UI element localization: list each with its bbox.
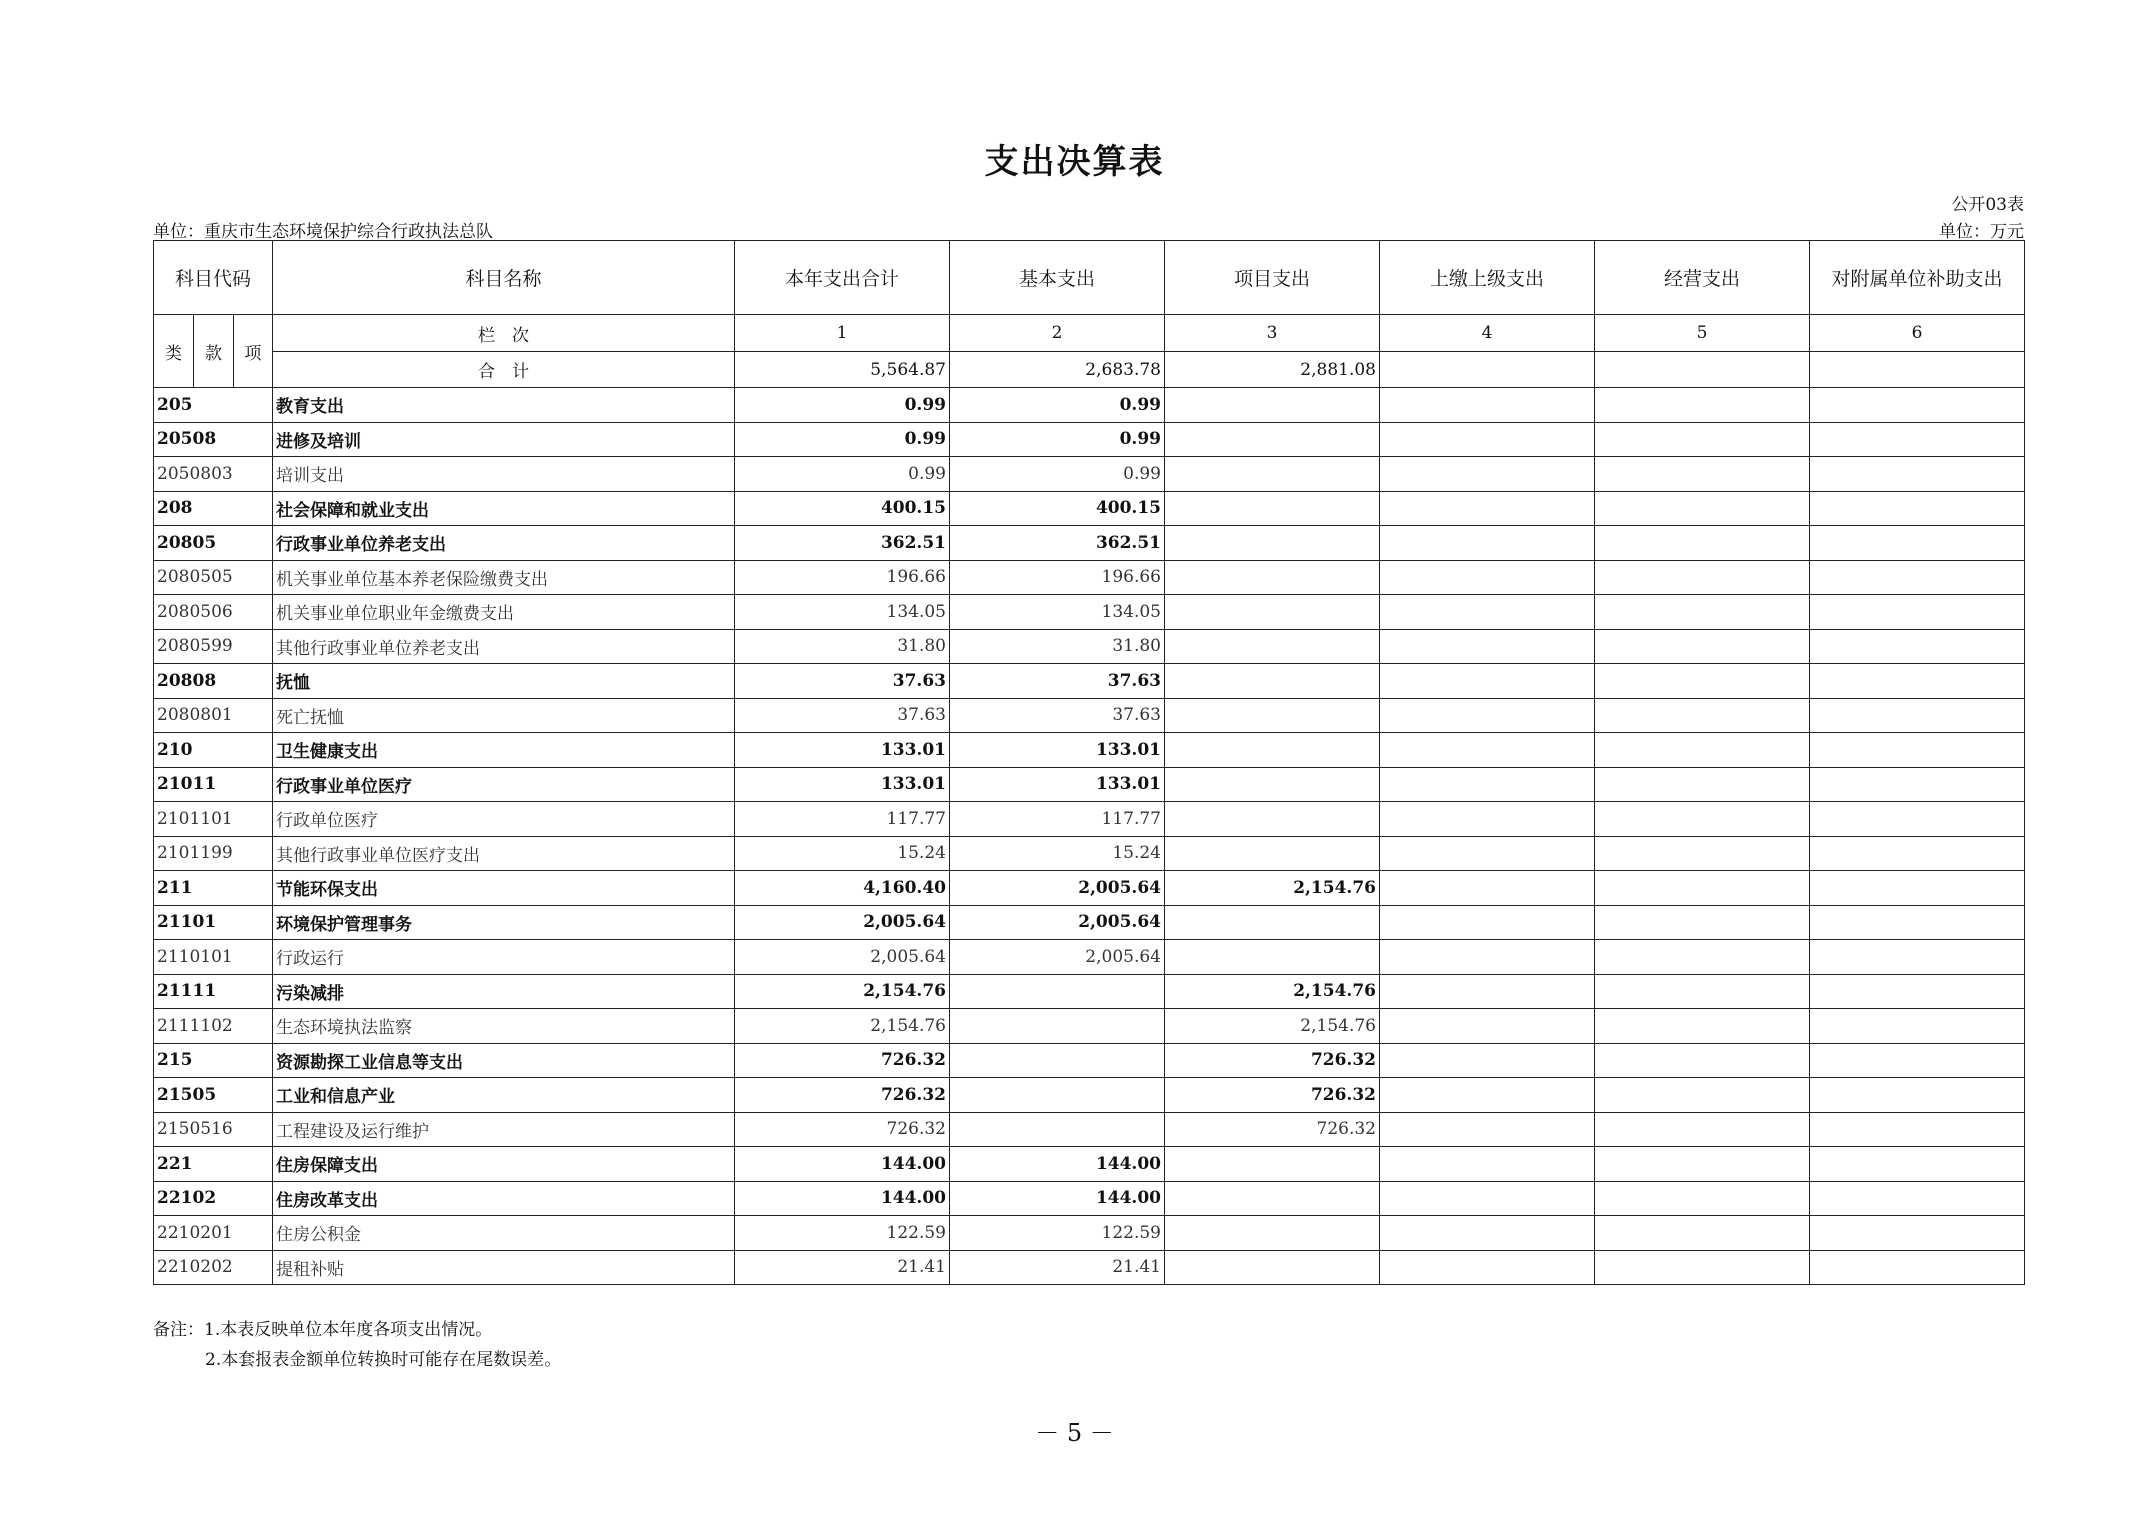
table-body bbox=[154, 388, 2025, 1285]
row-name: 死亡抚恤 bbox=[273, 698, 735, 733]
table-row bbox=[154, 905, 2025, 940]
row-operating-expenditure bbox=[1595, 664, 1810, 699]
row-operating-expenditure bbox=[1595, 560, 1810, 595]
column-number-3: 3 bbox=[1165, 315, 1380, 352]
row-basic-expenditure: 2,005.64 bbox=[950, 871, 1165, 906]
total-value-2: 2,683.78 bbox=[950, 352, 1165, 388]
row-subsidiary-subsidy bbox=[1810, 1112, 2025, 1147]
header-kuan: 款 bbox=[194, 315, 234, 388]
row-operating-expenditure bbox=[1595, 526, 1810, 561]
row-code: 2210202 bbox=[154, 1250, 273, 1285]
row-remit-superior bbox=[1380, 1043, 1595, 1078]
row-operating-expenditure bbox=[1595, 871, 1810, 906]
header-subsidiary-subsidy: 对附属单位补助支出 bbox=[1810, 241, 2025, 315]
row-code: 21101 bbox=[154, 905, 273, 940]
column-number-6: 6 bbox=[1810, 315, 2025, 352]
row-operating-expenditure bbox=[1595, 1112, 1810, 1147]
row-project-expenditure bbox=[1165, 802, 1380, 837]
header-code: 科目代码 bbox=[154, 241, 273, 315]
row-basic-expenditure: 0.99 bbox=[950, 388, 1165, 423]
table-row bbox=[154, 1147, 2025, 1182]
row-operating-expenditure bbox=[1595, 940, 1810, 975]
row-subsidiary-subsidy bbox=[1810, 422, 2025, 457]
row-code: 21505 bbox=[154, 1078, 273, 1113]
table-row bbox=[154, 629, 2025, 664]
row-operating-expenditure bbox=[1595, 802, 1810, 837]
row-subsidiary-subsidy bbox=[1810, 595, 2025, 630]
column-number-4: 4 bbox=[1380, 315, 1595, 352]
row-remit-superior bbox=[1380, 388, 1595, 423]
row-project-expenditure bbox=[1165, 526, 1380, 561]
row-remit-superior bbox=[1380, 1147, 1595, 1182]
row-project-expenditure bbox=[1165, 698, 1380, 733]
page-number: － 5 － bbox=[1035, 1419, 1114, 1447]
row-project-expenditure bbox=[1165, 422, 1380, 457]
row-name: 抚恤 bbox=[273, 664, 735, 699]
row-remit-superior bbox=[1380, 422, 1595, 457]
row-subsidiary-subsidy bbox=[1810, 457, 2025, 492]
row-remit-superior bbox=[1380, 664, 1595, 699]
row-operating-expenditure bbox=[1595, 388, 1810, 423]
table-row bbox=[154, 595, 2025, 630]
row-remit-superior bbox=[1380, 733, 1595, 768]
header-operating-expenditure: 经营支出 bbox=[1595, 241, 1810, 315]
row-project-expenditure bbox=[1165, 664, 1380, 699]
row-basic-expenditure: 196.66 bbox=[950, 560, 1165, 595]
row-code: 2050803 bbox=[154, 457, 273, 492]
row-basic-expenditure bbox=[950, 1009, 1165, 1044]
row-name: 提租补贴 bbox=[273, 1250, 735, 1285]
row-total-expenditure: 726.32 bbox=[735, 1043, 950, 1078]
row-name: 机关事业单位职业年金缴费支出 bbox=[273, 595, 735, 630]
row-total-expenditure: 726.32 bbox=[735, 1112, 950, 1147]
row-name: 行政事业单位养老支出 bbox=[273, 526, 735, 561]
row-basic-expenditure: 400.15 bbox=[950, 491, 1165, 526]
row-total-expenditure: 196.66 bbox=[735, 560, 950, 595]
row-code: 2080801 bbox=[154, 698, 273, 733]
row-name: 行政运行 bbox=[273, 940, 735, 975]
row-project-expenditure bbox=[1165, 1147, 1380, 1182]
row-remit-superior bbox=[1380, 1009, 1595, 1044]
column-number-5: 5 bbox=[1595, 315, 1810, 352]
row-name: 污染减排 bbox=[273, 974, 735, 1009]
table-row bbox=[154, 491, 2025, 526]
row-operating-expenditure bbox=[1595, 457, 1810, 492]
row-code: 2110101 bbox=[154, 940, 273, 975]
row-code: 21011 bbox=[154, 767, 273, 802]
row-code: 208 bbox=[154, 491, 273, 526]
row-project-expenditure bbox=[1165, 733, 1380, 768]
row-code: 2101199 bbox=[154, 836, 273, 871]
row-project-expenditure: 2,154.76 bbox=[1165, 871, 1380, 906]
table-row bbox=[154, 664, 2025, 699]
row-name: 环境保护管理事务 bbox=[273, 905, 735, 940]
row-operating-expenditure bbox=[1595, 836, 1810, 871]
row-remit-superior bbox=[1380, 767, 1595, 802]
row-subsidiary-subsidy bbox=[1810, 1216, 2025, 1251]
row-code: 221 bbox=[154, 1147, 273, 1182]
row-subsidiary-subsidy bbox=[1810, 491, 2025, 526]
row-code: 2111102 bbox=[154, 1009, 273, 1044]
header-lanci: 栏 次 bbox=[273, 315, 735, 352]
row-basic-expenditure: 144.00 bbox=[950, 1181, 1165, 1216]
row-remit-superior bbox=[1380, 871, 1595, 906]
row-remit-superior bbox=[1380, 698, 1595, 733]
row-subsidiary-subsidy bbox=[1810, 802, 2025, 837]
total-value-4 bbox=[1380, 352, 1595, 388]
row-total-expenditure: 726.32 bbox=[735, 1078, 950, 1113]
row-project-expenditure bbox=[1165, 560, 1380, 595]
table-row bbox=[154, 1112, 2025, 1147]
table-row bbox=[154, 836, 2025, 871]
row-name: 资源勘探工业信息等支出 bbox=[273, 1043, 735, 1078]
row-operating-expenditure bbox=[1595, 491, 1810, 526]
table-row bbox=[154, 698, 2025, 733]
total-value-6 bbox=[1810, 352, 2025, 388]
reporting-unit: 单位：重庆市生态环境保护综合行政执法总队 bbox=[153, 222, 493, 242]
note-line-1: 备注：1.本表反映单位本年度各项支出情况。 bbox=[153, 1320, 493, 1340]
row-total-expenditure: 400.15 bbox=[735, 491, 950, 526]
header-name: 科目名称 bbox=[273, 241, 735, 315]
row-total-expenditure: 31.80 bbox=[735, 629, 950, 664]
row-code: 22102 bbox=[154, 1181, 273, 1216]
row-basic-expenditure: 2,005.64 bbox=[950, 905, 1165, 940]
total-value-1: 5,564.87 bbox=[735, 352, 950, 388]
row-name: 住房改革支出 bbox=[273, 1181, 735, 1216]
row-code: 21111 bbox=[154, 974, 273, 1009]
row-basic-expenditure: 0.99 bbox=[950, 422, 1165, 457]
row-basic-expenditure: 37.63 bbox=[950, 698, 1165, 733]
row-basic-expenditure: 21.41 bbox=[950, 1250, 1165, 1285]
row-subsidiary-subsidy bbox=[1810, 733, 2025, 768]
row-total-expenditure: 0.99 bbox=[735, 422, 950, 457]
row-project-expenditure bbox=[1165, 491, 1380, 526]
row-operating-expenditure bbox=[1595, 1043, 1810, 1078]
row-total-expenditure: 362.51 bbox=[735, 526, 950, 561]
row-name: 行政事业单位医疗 bbox=[273, 767, 735, 802]
row-subsidiary-subsidy bbox=[1810, 629, 2025, 664]
row-subsidiary-subsidy bbox=[1810, 905, 2025, 940]
row-operating-expenditure bbox=[1595, 974, 1810, 1009]
page-title: 支出决算表 bbox=[984, 142, 1165, 182]
row-remit-superior bbox=[1380, 1112, 1595, 1147]
row-project-expenditure bbox=[1165, 767, 1380, 802]
row-name: 工业和信息产业 bbox=[273, 1078, 735, 1113]
row-project-expenditure bbox=[1165, 1181, 1380, 1216]
row-subsidiary-subsidy bbox=[1810, 974, 2025, 1009]
row-subsidiary-subsidy bbox=[1810, 388, 2025, 423]
row-project-expenditure: 726.32 bbox=[1165, 1112, 1380, 1147]
row-remit-superior bbox=[1380, 1250, 1595, 1285]
row-subsidiary-subsidy bbox=[1810, 526, 2025, 561]
currency-unit: 单位：万元 bbox=[1939, 222, 2024, 242]
row-project-expenditure bbox=[1165, 388, 1380, 423]
row-remit-superior bbox=[1380, 1078, 1595, 1113]
total-row bbox=[154, 352, 2025, 388]
row-subsidiary-subsidy bbox=[1810, 664, 2025, 699]
row-basic-expenditure: 144.00 bbox=[950, 1147, 1165, 1182]
table-row bbox=[154, 1216, 2025, 1251]
row-code: 20805 bbox=[154, 526, 273, 561]
form-number: 公开03表 bbox=[1951, 195, 2024, 215]
row-basic-expenditure: 37.63 bbox=[950, 664, 1165, 699]
table-row bbox=[154, 560, 2025, 595]
row-basic-expenditure: 122.59 bbox=[950, 1216, 1165, 1251]
row-name: 教育支出 bbox=[273, 388, 735, 423]
table-row bbox=[154, 974, 2025, 1009]
row-project-expenditure bbox=[1165, 836, 1380, 871]
column-number-2: 2 bbox=[950, 315, 1165, 352]
row-subsidiary-subsidy bbox=[1810, 767, 2025, 802]
table-row bbox=[154, 1078, 2025, 1113]
row-total-expenditure: 0.99 bbox=[735, 388, 950, 423]
table-row bbox=[154, 767, 2025, 802]
row-name: 机关事业单位基本养老保险缴费支出 bbox=[273, 560, 735, 595]
row-total-expenditure: 2,005.64 bbox=[735, 940, 950, 975]
row-project-expenditure: 726.32 bbox=[1165, 1043, 1380, 1078]
row-project-expenditure: 726.32 bbox=[1165, 1078, 1380, 1113]
row-total-expenditure: 2,005.64 bbox=[735, 905, 950, 940]
row-remit-superior bbox=[1380, 940, 1595, 975]
row-total-expenditure: 21.41 bbox=[735, 1250, 950, 1285]
row-operating-expenditure bbox=[1595, 629, 1810, 664]
table-row bbox=[154, 1043, 2025, 1078]
row-project-expenditure bbox=[1165, 629, 1380, 664]
row-code: 2210201 bbox=[154, 1216, 273, 1251]
row-total-expenditure: 134.05 bbox=[735, 595, 950, 630]
row-code: 2150516 bbox=[154, 1112, 273, 1147]
row-basic-expenditure: 2,005.64 bbox=[950, 940, 1165, 975]
row-name: 节能环保支出 bbox=[273, 871, 735, 906]
row-basic-expenditure: 0.99 bbox=[950, 457, 1165, 492]
row-basic-expenditure: 134.05 bbox=[950, 595, 1165, 630]
row-remit-superior bbox=[1380, 491, 1595, 526]
row-total-expenditure: 133.01 bbox=[735, 733, 950, 768]
header-total-expenditure: 本年支出合计 bbox=[735, 241, 950, 315]
row-name: 卫生健康支出 bbox=[273, 733, 735, 768]
row-total-expenditure: 37.63 bbox=[735, 698, 950, 733]
row-operating-expenditure bbox=[1595, 1147, 1810, 1182]
row-name: 培训支出 bbox=[273, 457, 735, 492]
row-name: 行政单位医疗 bbox=[273, 802, 735, 837]
row-basic-expenditure: 133.01 bbox=[950, 733, 1165, 768]
row-code: 2101101 bbox=[154, 802, 273, 837]
table-row bbox=[154, 1250, 2025, 1285]
row-total-expenditure: 37.63 bbox=[735, 664, 950, 699]
row-remit-superior bbox=[1380, 1216, 1595, 1251]
row-code: 2080506 bbox=[154, 595, 273, 630]
row-code: 210 bbox=[154, 733, 273, 768]
notes bbox=[153, 1315, 561, 1375]
row-total-expenditure: 2,154.76 bbox=[735, 974, 950, 1009]
row-project-expenditure bbox=[1165, 457, 1380, 492]
row-remit-superior bbox=[1380, 905, 1595, 940]
row-total-expenditure: 2,154.76 bbox=[735, 1009, 950, 1044]
row-operating-expenditure bbox=[1595, 1078, 1810, 1113]
row-operating-expenditure bbox=[1595, 733, 1810, 768]
table-row bbox=[154, 526, 2025, 561]
row-operating-expenditure bbox=[1595, 1181, 1810, 1216]
row-basic-expenditure: 15.24 bbox=[950, 836, 1165, 871]
row-remit-superior bbox=[1380, 457, 1595, 492]
row-subsidiary-subsidy bbox=[1810, 1147, 2025, 1182]
row-name: 生态环境执法监察 bbox=[273, 1009, 735, 1044]
row-code: 20808 bbox=[154, 664, 273, 699]
row-basic-expenditure: 133.01 bbox=[950, 767, 1165, 802]
row-subsidiary-subsidy bbox=[1810, 871, 2025, 906]
row-project-expenditure bbox=[1165, 905, 1380, 940]
row-project-expenditure bbox=[1165, 1216, 1380, 1251]
row-code: 211 bbox=[154, 871, 273, 906]
row-operating-expenditure bbox=[1595, 595, 1810, 630]
header-xiang: 项 bbox=[234, 315, 273, 388]
row-operating-expenditure bbox=[1595, 1250, 1810, 1285]
row-remit-superior bbox=[1380, 595, 1595, 630]
row-subsidiary-subsidy bbox=[1810, 836, 2025, 871]
row-remit-superior bbox=[1380, 526, 1595, 561]
row-remit-superior bbox=[1380, 974, 1595, 1009]
row-remit-superior bbox=[1380, 629, 1595, 664]
row-project-expenditure: 2,154.76 bbox=[1165, 974, 1380, 1009]
row-subsidiary-subsidy bbox=[1810, 1250, 2025, 1285]
table-row bbox=[154, 388, 2025, 423]
row-project-expenditure: 2,154.76 bbox=[1165, 1009, 1380, 1044]
row-subsidiary-subsidy bbox=[1810, 940, 2025, 975]
row-basic-expenditure: 117.77 bbox=[950, 802, 1165, 837]
row-name: 工程建设及运行维护 bbox=[273, 1112, 735, 1147]
row-name: 其他行政事业单位医疗支出 bbox=[273, 836, 735, 871]
row-name: 社会保障和就业支出 bbox=[273, 491, 735, 526]
row-code: 205 bbox=[154, 388, 273, 423]
row-operating-expenditure bbox=[1595, 905, 1810, 940]
row-subsidiary-subsidy bbox=[1810, 1043, 2025, 1078]
row-operating-expenditure bbox=[1595, 422, 1810, 457]
column-number-row bbox=[154, 315, 2025, 352]
column-number-1: 1 bbox=[735, 315, 950, 352]
row-basic-expenditure bbox=[950, 1078, 1165, 1113]
row-subsidiary-subsidy bbox=[1810, 698, 2025, 733]
table-row bbox=[154, 457, 2025, 492]
header-basic-expenditure: 基本支出 bbox=[950, 241, 1165, 315]
table-row bbox=[154, 940, 2025, 975]
total-value-3: 2,881.08 bbox=[1165, 352, 1380, 388]
header-remit-superior: 上缴上级支出 bbox=[1380, 241, 1595, 315]
row-operating-expenditure bbox=[1595, 698, 1810, 733]
header-lei: 类 bbox=[154, 315, 194, 388]
header-row bbox=[154, 241, 2025, 315]
table-row bbox=[154, 1009, 2025, 1044]
row-operating-expenditure bbox=[1595, 1009, 1810, 1044]
row-operating-expenditure bbox=[1595, 1216, 1810, 1251]
row-remit-superior bbox=[1380, 1181, 1595, 1216]
row-basic-expenditure bbox=[950, 1043, 1165, 1078]
row-total-expenditure: 117.77 bbox=[735, 802, 950, 837]
row-basic-expenditure bbox=[950, 974, 1165, 1009]
row-subsidiary-subsidy bbox=[1810, 1078, 2025, 1113]
row-total-expenditure: 144.00 bbox=[735, 1147, 950, 1182]
row-basic-expenditure: 31.80 bbox=[950, 629, 1165, 664]
row-basic-expenditure: 362.51 bbox=[950, 526, 1165, 561]
row-total-expenditure: 4,160.40 bbox=[735, 871, 950, 906]
total-label: 合 计 bbox=[273, 352, 735, 388]
row-remit-superior bbox=[1380, 836, 1595, 871]
row-name: 住房保障支出 bbox=[273, 1147, 735, 1182]
row-name: 住房公积金 bbox=[273, 1216, 735, 1251]
table-row bbox=[154, 802, 2025, 837]
row-total-expenditure: 122.59 bbox=[735, 1216, 950, 1251]
row-project-expenditure bbox=[1165, 940, 1380, 975]
row-subsidiary-subsidy bbox=[1810, 1181, 2025, 1216]
row-project-expenditure bbox=[1165, 595, 1380, 630]
row-code: 2080505 bbox=[154, 560, 273, 595]
row-remit-superior bbox=[1380, 560, 1595, 595]
table-row bbox=[154, 422, 2025, 457]
table-row bbox=[154, 871, 2025, 906]
total-value-5 bbox=[1595, 352, 1810, 388]
row-total-expenditure: 144.00 bbox=[735, 1181, 950, 1216]
row-basic-expenditure bbox=[950, 1112, 1165, 1147]
row-subsidiary-subsidy bbox=[1810, 560, 2025, 595]
row-code: 215 bbox=[154, 1043, 273, 1078]
row-name: 进修及培训 bbox=[273, 422, 735, 457]
expenditure-table bbox=[153, 240, 2025, 1285]
row-name: 其他行政事业单位养老支出 bbox=[273, 629, 735, 664]
row-total-expenditure: 15.24 bbox=[735, 836, 950, 871]
row-total-expenditure: 133.01 bbox=[735, 767, 950, 802]
note-line-2: 2.本套报表金额单位转换时可能存在尾数误差。 bbox=[205, 1350, 562, 1370]
row-total-expenditure: 0.99 bbox=[735, 457, 950, 492]
table-row bbox=[154, 733, 2025, 768]
row-subsidiary-subsidy bbox=[1810, 1009, 2025, 1044]
row-project-expenditure bbox=[1165, 1250, 1380, 1285]
row-code: 2080599 bbox=[154, 629, 273, 664]
row-code: 20508 bbox=[154, 422, 273, 457]
header-project-expenditure: 项目支出 bbox=[1165, 241, 1380, 315]
row-operating-expenditure bbox=[1595, 767, 1810, 802]
row-remit-superior bbox=[1380, 802, 1595, 837]
table-row bbox=[154, 1181, 2025, 1216]
